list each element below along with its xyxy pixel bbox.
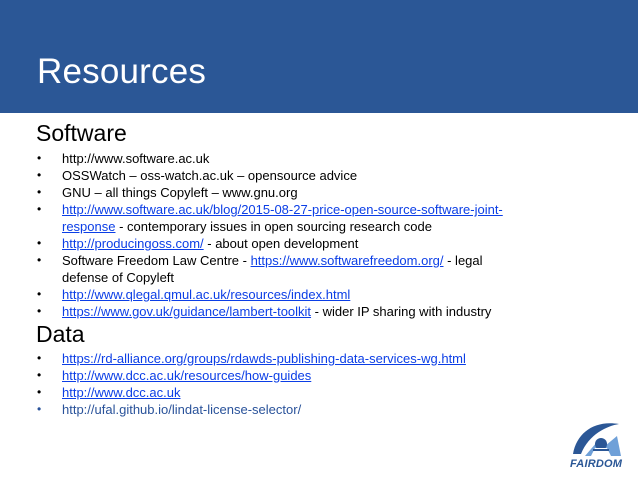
bullet: • <box>37 385 42 399</box>
software-sustainability-blog-link-cont[interactable]: response <box>62 219 116 234</box>
software-item-1-text: http://www.software.ac.uk <box>62 151 210 166</box>
producingoss-link[interactable]: http://producingoss.com/ <box>62 236 204 251</box>
data-item-3-text <box>62 384 597 401</box>
bullet: • <box>37 351 42 365</box>
software-item-2-text: OSSWatch – oss-watch.ac.uk – opensource advice <box>62 168 358 183</box>
bullet: • <box>37 168 42 182</box>
bullet: • <box>37 185 42 199</box>
software-item-8-desc: - wider IP sharing with industry <box>311 304 492 319</box>
software-item-7-text <box>62 286 597 303</box>
bullet: • <box>37 253 42 267</box>
software-item-3-text: GNU – all things Copyleft – www.gnu.org <box>62 185 298 200</box>
bullet: • <box>37 304 42 318</box>
software-item-5-text <box>62 235 597 252</box>
data-item-2-text <box>62 367 597 384</box>
data-item-4-text: http://ufal.github.io/lindat-license-selector/ <box>62 402 302 417</box>
bullet: • <box>37 151 42 165</box>
lambert-toolkit-link[interactable]: https://www.gov.uk/guidance/lambert-toolkit <box>62 304 312 319</box>
software-item-6-pre: Software Freedom Law Centre - <box>62 253 251 268</box>
bullet: • <box>37 402 42 416</box>
software-item-6-rest: - legal <box>443 253 483 268</box>
rd-alliance-link[interactable]: https://rd-alliance.org/groups/rdawds-publishing-data-services-wg.html <box>62 351 466 366</box>
software-item-5-desc: - about open development <box>203 236 359 251</box>
software-item-8-text <box>62 303 597 320</box>
dcc-how-guides-link[interactable]: http://www.dcc.ac.uk/resources/how-guides <box>62 368 312 383</box>
softwarefreedom-link[interactable]: https://www.softwarefreedom.org/ <box>250 253 444 268</box>
data-heading: Data <box>36 321 85 347</box>
bullet: • <box>37 368 42 382</box>
bullet: • <box>37 287 42 301</box>
data-item-1-text <box>62 350 597 367</box>
dcc-link[interactable]: http://www.dcc.ac.uk <box>62 385 181 400</box>
fairdom-logo-text: FAIRDOM <box>570 458 623 470</box>
slide-title: Resources <box>37 52 207 91</box>
software-item-4 <box>37 201 597 235</box>
software-heading: Software <box>36 120 127 146</box>
software-item-6-line2: defense of Copyleft <box>62 270 175 285</box>
qlegal-link[interactable]: http://www.qlegal.qmul.ac.uk/resources/index.html <box>62 287 351 302</box>
bullet: • <box>37 236 42 250</box>
software-sustainability-blog-link[interactable]: http://www.software.ac.uk/blog/2015-08-27-price-open-source-software-joint- <box>62 202 503 217</box>
software-item-4-text <box>62 201 597 235</box>
software-item-6-text <box>62 252 597 286</box>
bullet: • <box>37 202 42 216</box>
software-item-6 <box>37 252 597 286</box>
software-item-4-desc: - contemporary issues in open sourcing research code <box>115 219 432 234</box>
